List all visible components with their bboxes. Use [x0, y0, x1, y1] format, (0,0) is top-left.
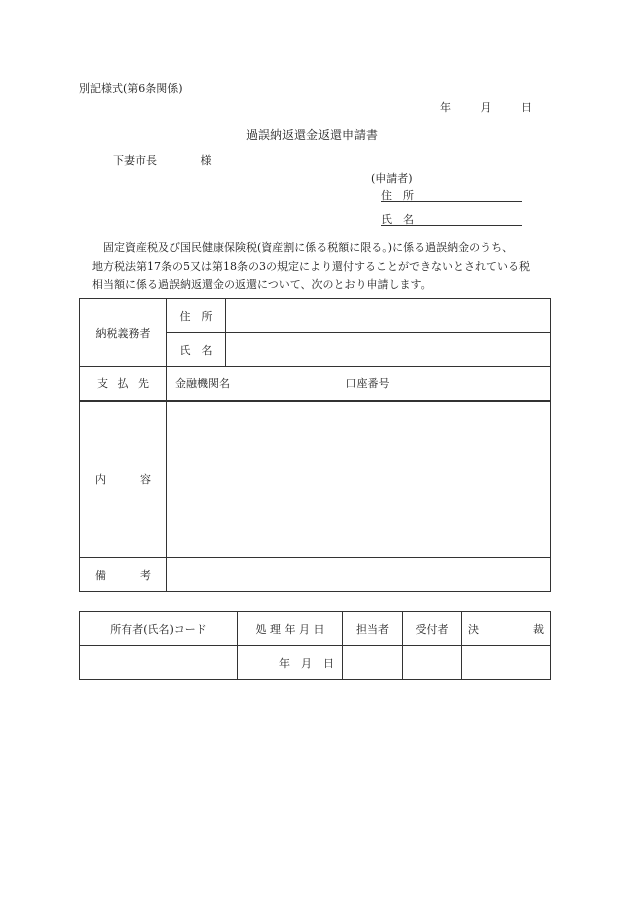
process-date-fill: 年 月 日 [279, 656, 334, 670]
approval-header [462, 612, 551, 646]
approval-input[interactable] [462, 646, 551, 680]
payee-label-char-3: 先 [138, 377, 149, 391]
process-date-label: 処 理 年 月 日 [255, 622, 325, 636]
date-day-label: 日 [521, 101, 532, 114]
applicant-label: (申請者) [371, 172, 413, 185]
remarks-label-cell [80, 558, 167, 592]
remarks-label-char-2: 考 [140, 568, 151, 582]
approval-label-char-1: 決 [468, 622, 479, 636]
receiver-input[interactable] [403, 646, 462, 680]
application-table [79, 298, 551, 592]
addressee-name: 下妻市長 [113, 154, 157, 167]
account-number-label: 口座番号 [345, 377, 390, 391]
body-paragraph-line-3: 相当額に係る過誤納返還金の返還について、次のとおり申請します。 [92, 278, 432, 291]
taxpayer-address-label: 住 所 [179, 309, 213, 323]
remarks-label-char-1: 備 [95, 568, 106, 582]
date-month-label: 月 [480, 101, 492, 114]
payee-label-cell [80, 367, 167, 401]
addressee [113, 152, 212, 168]
taxpayer-name-label: 氏 名 [179, 343, 213, 357]
content-input[interactable] [167, 401, 551, 558]
remarks-input[interactable] [167, 558, 551, 592]
office-use-table [79, 611, 551, 680]
addressee-honorific: 様 [200, 154, 212, 167]
document-title: 過誤納返還金返還申請書 [246, 128, 379, 142]
taxpayer-name-label-cell [167, 333, 226, 367]
person-in-charge-input[interactable] [343, 646, 403, 680]
owner-code-header [80, 612, 238, 646]
approval-label-char-2: 裁 [533, 622, 544, 636]
owner-code-input[interactable] [80, 646, 238, 680]
taxpayer-name-input[interactable] [226, 333, 551, 367]
payee-label-char-2: 払 [117, 377, 129, 391]
payee-input[interactable] [167, 367, 551, 401]
applicant-address-label: 住 所 [381, 189, 414, 202]
taxpayer-address-label-cell [167, 299, 226, 333]
applicant-name-label: 氏 名 [381, 213, 414, 226]
applicant-address-line [381, 187, 522, 202]
body-paragraph-line-1: 固定資産税及び国民健康保険税(資産割に係る税額に限る。)に係る過誤納金のうち、 [103, 241, 514, 254]
receiver-header [403, 612, 462, 646]
content-label-char-1: 内 [95, 473, 106, 487]
person-in-charge-label: 担当者 [356, 622, 389, 636]
receiver-label: 受付者 [415, 622, 449, 636]
taxpayer-address-input[interactable] [226, 299, 551, 333]
content-label-char-2: 容 [140, 473, 151, 487]
applicant-name-line [381, 211, 522, 226]
form-label: 別記様式(第6条関係) [79, 82, 183, 95]
taxpayer-label: 納税義務者 [95, 326, 151, 340]
taxpayer-label-cell [80, 299, 167, 367]
process-date-input[interactable] [238, 646, 343, 680]
owner-code-label: 所有者(氏名)コード [110, 622, 207, 636]
process-date-header [238, 612, 343, 646]
payee-label-char-1: 支 [97, 377, 108, 391]
content-label-cell [80, 401, 167, 558]
date-line [440, 99, 532, 115]
person-in-charge-header [343, 612, 403, 646]
date-year-label: 年 [440, 101, 451, 114]
body-paragraph-line-2: 地方税法第17条の5又は第18条の3の規定により還付することができないとされている税 [92, 260, 530, 273]
bank-name-label: 金融機関名 [175, 377, 230, 391]
